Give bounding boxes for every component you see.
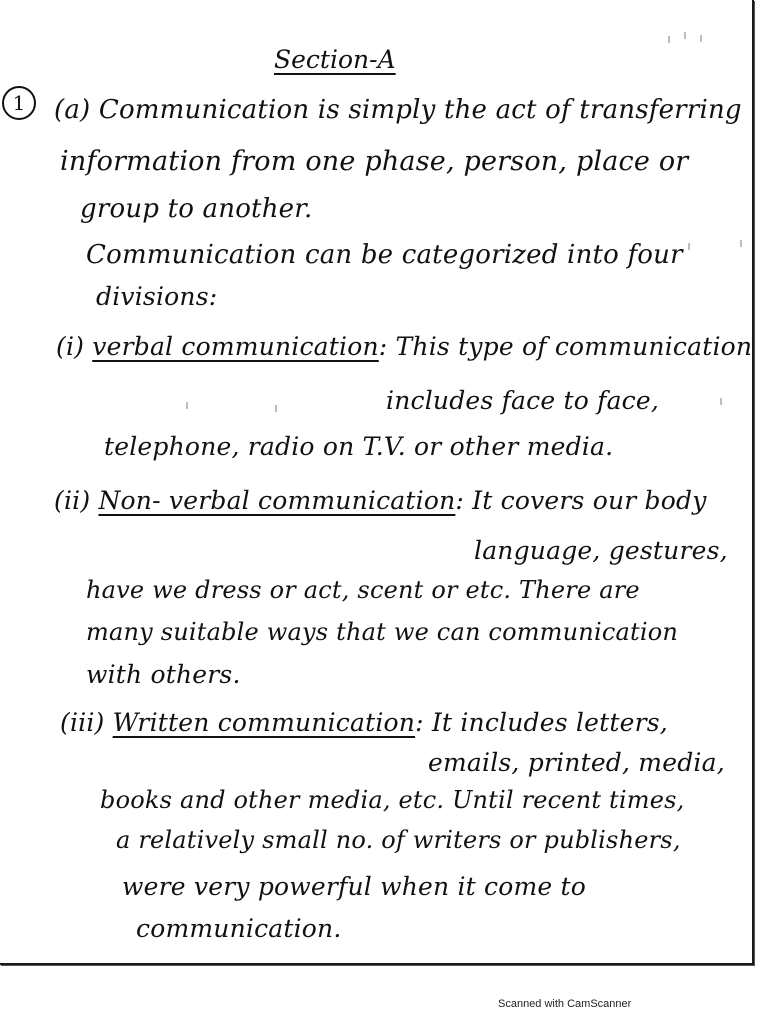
- subheading: Written communication: [112, 708, 416, 737]
- text-line: group to another.: [80, 194, 313, 224]
- scanner-watermark: Scanned with CamScanner: [498, 998, 632, 1010]
- scan-speck: [275, 405, 277, 412]
- text-line: books and other media, etc. Until recent times,: [100, 786, 685, 814]
- scan-speck: [688, 243, 690, 250]
- text-line: telephone, radio on T.V. or other media.: [104, 432, 614, 461]
- text-line: emails, printed, media,: [428, 748, 725, 777]
- text-line: (a) Communication is simply the act of transferring: [54, 95, 742, 125]
- question-number: 1: [2, 86, 36, 120]
- text-line: a relatively small no. of writers or publishers,: [116, 826, 681, 854]
- text-line: information from one phase, person, place or: [60, 146, 689, 177]
- text-line: language, gestures,: [474, 536, 728, 565]
- section-title: Section-A: [274, 45, 396, 74]
- text-line: divisions:: [96, 282, 218, 311]
- scan-speck: [720, 398, 722, 405]
- text-line: were very powerful when it come to: [122, 872, 587, 901]
- text-line: : This type of communication: [378, 332, 753, 361]
- text-line: have we dress or act, scent or etc. There are: [86, 576, 640, 604]
- list-marker: (ii): [54, 486, 91, 515]
- scan-speck: [668, 36, 670, 43]
- text-line: : It covers our body: [455, 486, 707, 515]
- text-line: many suitable ways that we can communication: [86, 618, 679, 646]
- scan-speck: [186, 402, 188, 409]
- text-line: includes face to face,: [386, 386, 660, 415]
- text-line: : It includes letters,: [415, 708, 668, 737]
- list-item-ii: [54, 486, 707, 515]
- scan-speck: [700, 35, 702, 42]
- list-item-iii: [60, 708, 668, 737]
- scan-speck: [740, 240, 742, 247]
- text-line: with others.: [86, 660, 241, 689]
- list-item-i: [56, 332, 752, 361]
- text-line: communication.: [136, 914, 342, 943]
- subheading: Non- verbal communication: [98, 486, 456, 515]
- text-line: Communication can be categorized into four: [86, 240, 683, 270]
- list-marker: (i): [56, 332, 85, 361]
- list-marker: (iii): [60, 708, 105, 737]
- subheading: verbal communication: [92, 332, 379, 361]
- scan-speck: [684, 32, 686, 39]
